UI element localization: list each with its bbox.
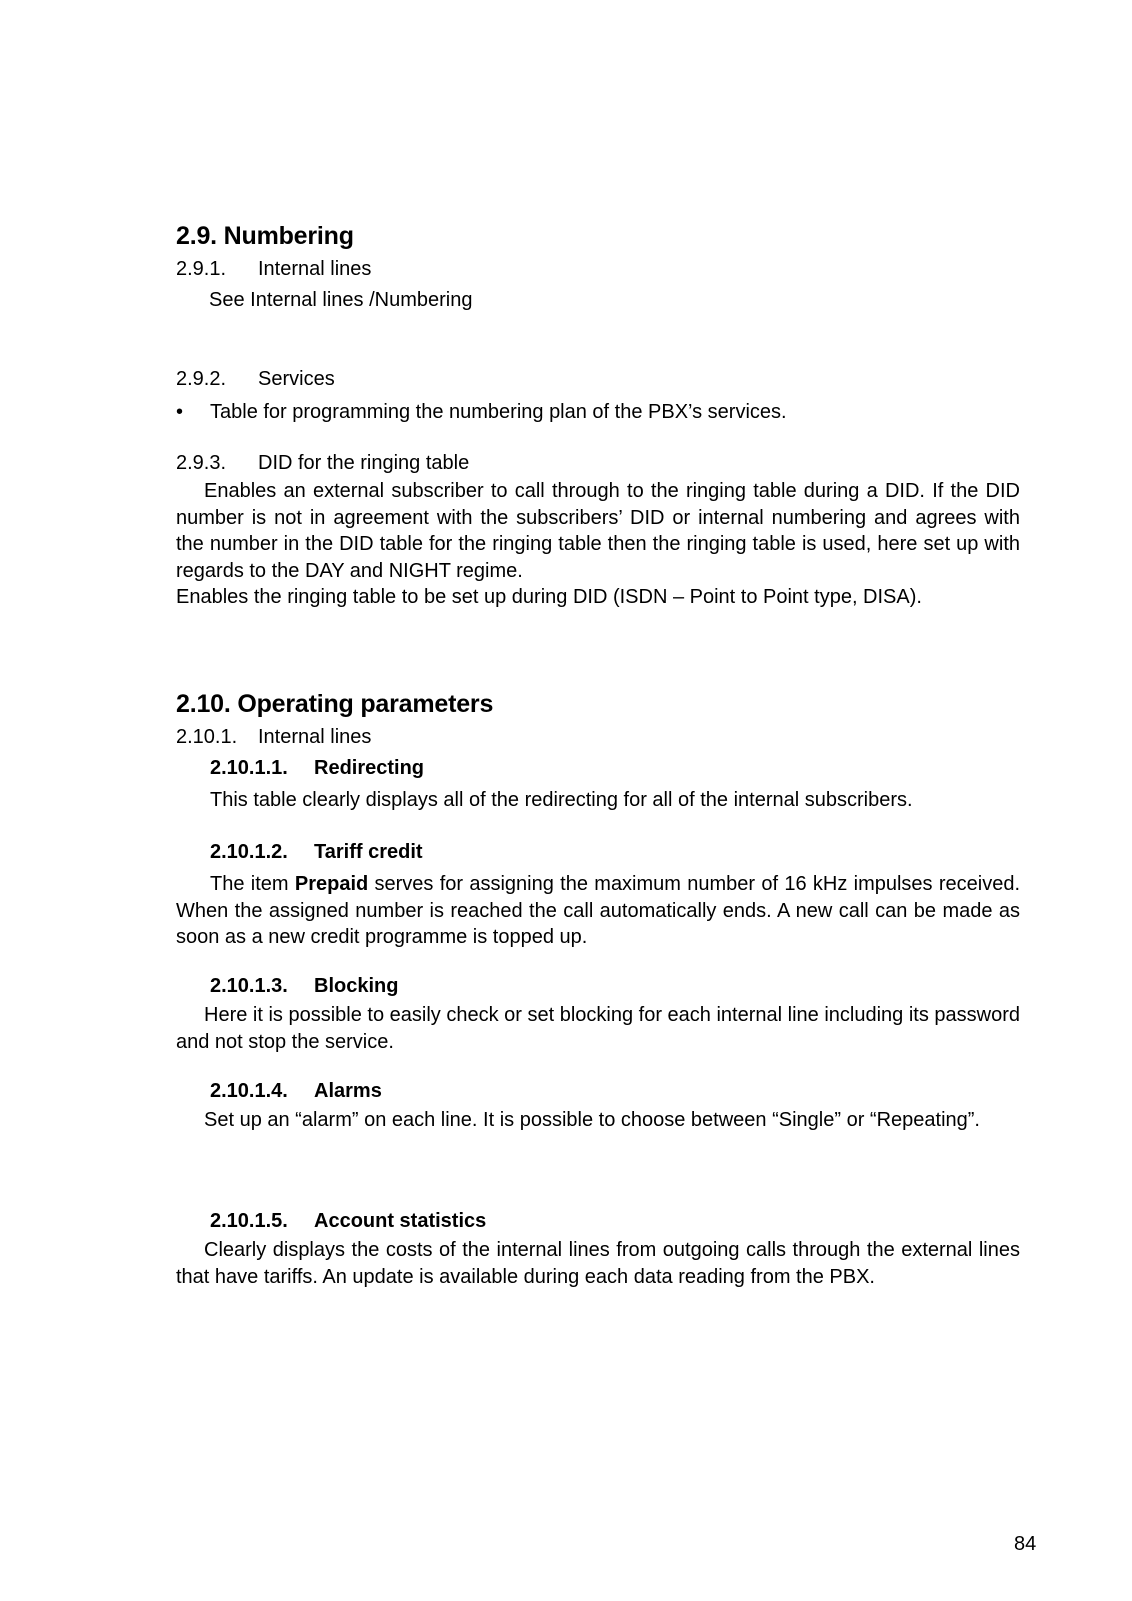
item-2-10-1-4 — [176, 1080, 1020, 1134]
item-title: Alarms — [314, 1080, 382, 1102]
item-number: 2.10.1.5. — [210, 1210, 288, 1232]
subsection-number: 2.9.2. — [176, 368, 227, 390]
paragraph: Set up an “alarm” on each line. It is possible to choose between “Single” or “Repeating”. — [204, 1109, 980, 1131]
item-title: Redirecting — [314, 757, 425, 779]
paragraph: This table clearly displays all of the redirecting for all of the internal subscribers. — [210, 789, 913, 811]
paragraph: Enables the ringing table to be set up during DID (ISDN – Point to Point type, DISA). — [176, 586, 922, 608]
paragraph: Here it is possible to easily check or set blocking for each internal line including its password and not stop the service. — [176, 1004, 1020, 1053]
item-2-10-1-3 — [176, 975, 1020, 1055]
prepaid-term: Prepaid — [294, 873, 369, 895]
subsection-number: 2.9.1. — [176, 258, 227, 280]
item-number: 2.10.1.2. — [210, 841, 288, 863]
item-2-10-1-1 — [176, 757, 1020, 814]
item-2-10-1-2 — [176, 841, 1020, 951]
subsection-title: Services — [258, 368, 335, 390]
item-number: 2.10.1.1. — [210, 757, 288, 779]
paragraph: Clearly displays the costs of the internal lines from outgoing calls through the external lines that have tariffs. An update is available during each data reading from the PBX. — [176, 1239, 1020, 1288]
item-title: Tariff credit — [314, 841, 423, 863]
page-number: 84 — [1014, 1533, 1037, 1555]
bullet-item — [176, 401, 1020, 424]
section-2-10-heading: 2.10. Operating parameters — [176, 690, 494, 718]
paragraph: The item Prepaid serves for assigning the maximum number of 16 kHz impulses received. When the assigned number is reached the call automatically ends. A new call can be made as soon as a new credit programme is topped up. — [176, 873, 1021, 948]
subsection-title: Internal lines — [258, 726, 372, 748]
item-title: Account statistics — [314, 1210, 487, 1232]
subsection-2-10-1 — [176, 726, 1020, 749]
bullet-text: Table for programming the numbering plan of the PBX’s services. — [210, 401, 787, 423]
item-number: 2.10.1.3. — [210, 975, 288, 997]
subsection-number: 2.10.1. — [176, 726, 238, 748]
paragraph: Enables an external subscriber to call through to the ringing table during a DID. If the DID number is not in agreement with the subscribers’ DID or internal numbering and agrees with the number in the DID table for the ringing table then the ringing table is used, here set up with regards to the DAY and NIGHT regime. — [176, 480, 1020, 582]
subsection-2-9-3 — [176, 452, 1020, 611]
item-number: 2.10.1.4. — [210, 1080, 288, 1102]
subsection-2-9-2 — [176, 368, 1020, 424]
item-2-10-1-5 — [176, 1210, 1020, 1290]
subsection-2-9-1 — [176, 258, 1020, 314]
bullet-icon: • — [176, 401, 184, 423]
subsection-number: 2.9.3. — [176, 452, 227, 474]
subsection-title: DID for the ringing table — [258, 452, 470, 474]
subsection-title: Internal lines — [258, 258, 372, 280]
item-title: Blocking — [314, 975, 399, 997]
section-2-9-heading: 2.9. Numbering — [176, 222, 354, 250]
see-reference-text: See Internal lines /Numbering — [209, 289, 473, 311]
